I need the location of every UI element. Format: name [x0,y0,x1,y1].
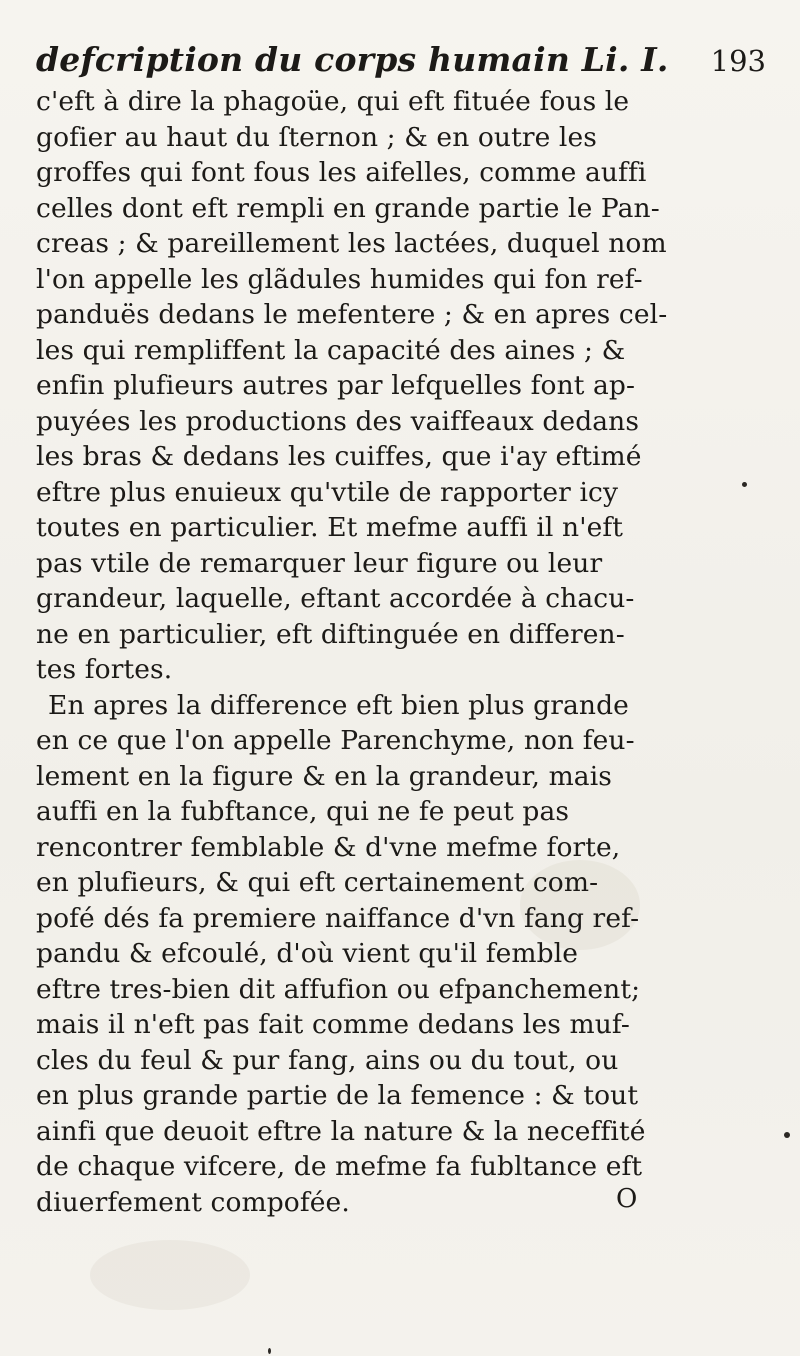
text-line: pandu & efcoulé, d'où vient qu'il femble [36,938,579,969]
paper-stain [90,1240,250,1310]
text-line: lement en la figure & en la grandeur, mais [36,760,612,792]
text-line: diuerfement compofée. [36,1186,350,1218]
text-line: ne en particulier, eft diftinguée en differen- [36,618,625,650]
text-line: eftre plus enuieux qu'vtile de rapporter icy [36,476,619,508]
text-line: puyées les productions des vaiffeaux dedans [36,405,640,437]
text-line: de chaque vifcere, de mefme fa fubltance eft [36,1151,643,1182]
text-line: en plufieurs, & qui eft certainement com- [36,867,599,898]
text-line: cles du feul & pur fang, ains ou du tout, ou [36,1044,619,1076]
text-line: mais il n'eft pas fait comme dedans les muf- [36,1009,630,1040]
text-line: panduës dedans le mefentere ; & en apres cel- [36,299,668,330]
text-line: celles dont eft rempli en grande partie le Pan- [36,192,660,224]
text-line: auffi en la fubftance, qui ne fe peut pas [36,796,570,827]
text-line: tes fortes. [36,654,173,685]
text-line: grandeur, laquelle, eftant accordée à chacu- [36,583,635,614]
text-line: c'eft à dire la phagoüe, qui eft fituée fous le [36,86,630,117]
text-line: toutes en particulier. Et mefme auffi il n'eft [36,512,624,543]
text-line: pas vtile de remarquer leur figure ou leur [36,547,603,579]
signature-mark: O [616,1184,638,1214]
running-title: defcription du corps humain Li. I. [36,40,669,79]
body-text [36,84,766,1220]
text-line: creas ; & pareillement les lactées, duquel nom [36,228,667,259]
paragraph-start-line: En apres la difference eft bien plus grande [48,689,629,721]
ink-speck [784,1132,790,1138]
text-line: en ce que l'on appelle Parenchyme, non feu- [36,725,635,756]
text-line: en plus grande partie de la femence : & tout [36,1080,639,1111]
running-head [36,40,766,90]
text-line: rencontrer femblable & d'vne mefme forte, [36,831,621,863]
ink-speck [268,1348,271,1354]
text-line: pofé dés fa premiere naiffance d'vn fang ref- [36,902,640,934]
text-line: les bras & dedans les cuiffes, que i'ay eftimé [36,441,642,472]
text-line: l'on appelle les glãdules humides qui fon ref- [36,263,643,295]
page-number: 193 [710,44,766,78]
ink-speck [742,482,747,487]
text-line: ainfi que deuoit eftre la nature & la neceffité [36,1115,646,1147]
text-line: groffes qui font fous les aifelles, comme auffi [36,157,647,188]
text-line: eftre tres-bien dit affufion ou efpanchement; [36,973,641,1005]
text-line: gofier au haut du ſternon ; & en outre les [36,121,597,153]
text-line: enfin plufieurs autres par lefquelles font ap- [36,370,636,401]
text-line: les qui rempliffent la capacité des aines ; & [36,334,626,366]
